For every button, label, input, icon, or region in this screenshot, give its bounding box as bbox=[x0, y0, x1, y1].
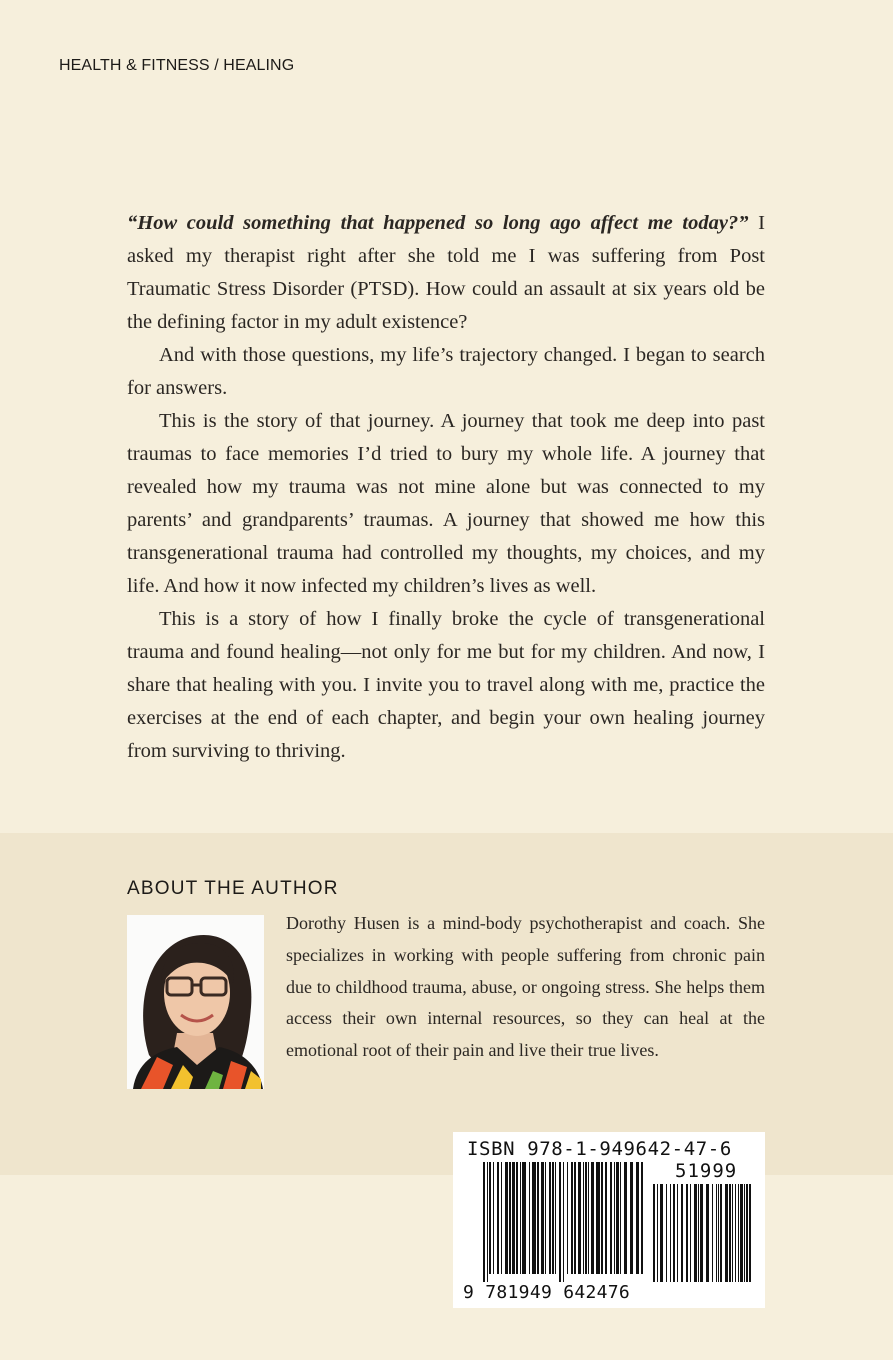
barcode-bar bbox=[483, 1162, 485, 1282]
barcode-bar bbox=[660, 1184, 663, 1282]
category-label: HEALTH & FITNESS / HEALING bbox=[59, 57, 295, 74]
barcode-bar bbox=[555, 1162, 556, 1274]
barcode-bar bbox=[666, 1184, 667, 1282]
barcode-bar bbox=[616, 1162, 619, 1274]
barcode-bar bbox=[681, 1184, 683, 1282]
barcode-bar bbox=[620, 1162, 621, 1274]
barcode-bar bbox=[522, 1162, 526, 1274]
barcode-bar bbox=[744, 1184, 745, 1282]
blurb-paragraph-1-text: I asked my therapist right after she told me I was suffering from Post Traumatic Stress Disorder (PTSD). How could an assault at six years old be the defining factor in my adult existence? bbox=[127, 212, 765, 333]
barcode-bar bbox=[497, 1162, 499, 1274]
barcode-bar bbox=[552, 1162, 554, 1274]
author-portrait-image bbox=[127, 915, 264, 1089]
barcode-bar bbox=[636, 1162, 639, 1274]
barcode-bar bbox=[516, 1162, 518, 1274]
barcode-bar bbox=[720, 1184, 722, 1282]
barcode-bar bbox=[512, 1162, 515, 1274]
barcode-bar bbox=[700, 1184, 703, 1282]
barcode-bar bbox=[578, 1162, 581, 1274]
barcode-bar bbox=[729, 1184, 731, 1282]
isbn-barcode bbox=[453, 1132, 765, 1308]
barcode-bar bbox=[588, 1162, 589, 1274]
barcode-bar bbox=[694, 1184, 697, 1282]
barcode-bar bbox=[738, 1184, 739, 1282]
barcode-bar bbox=[749, 1184, 751, 1282]
barcode-bar bbox=[740, 1184, 743, 1282]
barcode-bar bbox=[698, 1184, 699, 1282]
barcode-bar bbox=[509, 1162, 511, 1274]
author-bio: Dorothy Husen is a mind-body psychotherapist and coach. She specializes in working with people suffering from chronic pain due to childhood trauma, abuse, or ongoing stress. She helps them access their own internal resources, so they can heal at the emotional root of their pain and live their true lives. bbox=[286, 913, 765, 1061]
barcode-bar bbox=[559, 1162, 561, 1282]
barcode-bar bbox=[605, 1162, 607, 1274]
barcode-bar bbox=[501, 1162, 502, 1274]
barcode-bar bbox=[591, 1162, 594, 1274]
blurb-paragraph-1 bbox=[127, 207, 765, 339]
barcode-bar bbox=[563, 1162, 564, 1282]
barcode-bar bbox=[746, 1184, 748, 1282]
barcode-bar bbox=[489, 1162, 491, 1274]
barcode-bar bbox=[670, 1184, 671, 1282]
barcode-bar bbox=[487, 1162, 488, 1282]
barcode-bar bbox=[653, 1184, 655, 1282]
barcode-bar bbox=[541, 1162, 544, 1274]
barcode-bar bbox=[735, 1184, 736, 1282]
barcode-bar bbox=[690, 1184, 691, 1282]
price-code: 51999 bbox=[675, 1160, 738, 1182]
barcode-bar bbox=[596, 1162, 600, 1274]
barcode-bar bbox=[614, 1162, 615, 1274]
barcode-bar bbox=[601, 1162, 603, 1274]
barcode-bar bbox=[706, 1184, 709, 1282]
barcode-bar bbox=[549, 1162, 551, 1274]
blurb-paragraph-4: This is a story of how I finally broke the cycle of transgenerational trauma and found healing—not only for me but for my children. And now, I share that healing with you. I invite you to travel along with me, practice the exercises at the end of each chapter, and begin your own healing journey from surviving to thriving. bbox=[127, 608, 765, 762]
about-author-heading: ABOUT THE AUTHOR bbox=[127, 878, 339, 899]
barcode-bar bbox=[567, 1162, 568, 1274]
barcode-bar bbox=[529, 1162, 530, 1274]
barcode-bar bbox=[677, 1184, 678, 1282]
barcode-bar bbox=[630, 1162, 633, 1274]
barcode-bar bbox=[545, 1162, 546, 1274]
barcode-bar bbox=[505, 1162, 508, 1274]
isbn-label: ISBN 978-1-949642-47-6 bbox=[467, 1138, 732, 1160]
barcode-bar bbox=[624, 1162, 627, 1274]
barcode-bar bbox=[725, 1184, 728, 1282]
blurb-paragraph-2: And with those questions, my life’s trajectory changed. I began to search for answers. bbox=[127, 344, 765, 399]
back-cover-blurb bbox=[127, 207, 765, 768]
barcode-bar bbox=[574, 1162, 576, 1274]
barcode-bar bbox=[610, 1162, 612, 1274]
ean-digits: 9 781949 642476 bbox=[463, 1282, 631, 1303]
barcode-bar bbox=[520, 1162, 521, 1274]
barcode-bar bbox=[732, 1184, 733, 1282]
barcode-bar bbox=[712, 1184, 713, 1282]
barcode-bar bbox=[537, 1162, 539, 1274]
barcode-bar bbox=[583, 1162, 584, 1274]
barcode-bar bbox=[686, 1184, 688, 1282]
opening-quote: “How could something that happened so long ago affect me today?” bbox=[127, 212, 749, 234]
barcode-bar bbox=[716, 1184, 717, 1282]
barcode-bar bbox=[571, 1162, 573, 1274]
barcode-bar bbox=[673, 1184, 675, 1282]
barcode-bar bbox=[718, 1184, 719, 1282]
barcode-bar bbox=[641, 1162, 643, 1274]
barcode-bar bbox=[532, 1162, 536, 1274]
barcode-bar bbox=[657, 1184, 658, 1282]
blurb-paragraph-3: This is the story of that journey. A journey that took me deep into past traumas to face memories I’d tried to bury my whole life. A journey that revealed how my trauma was not mine alone but was connected to my parents’ and grandparents’ traumas. A journey that showed me how this transgenerational trauma had controlled my thoughts, my choices, and my life. And how it now infected my children’s lives as well. bbox=[127, 410, 765, 597]
author-photo bbox=[127, 915, 264, 1089]
barcode-bar bbox=[585, 1162, 587, 1274]
barcode-bar bbox=[493, 1162, 494, 1274]
